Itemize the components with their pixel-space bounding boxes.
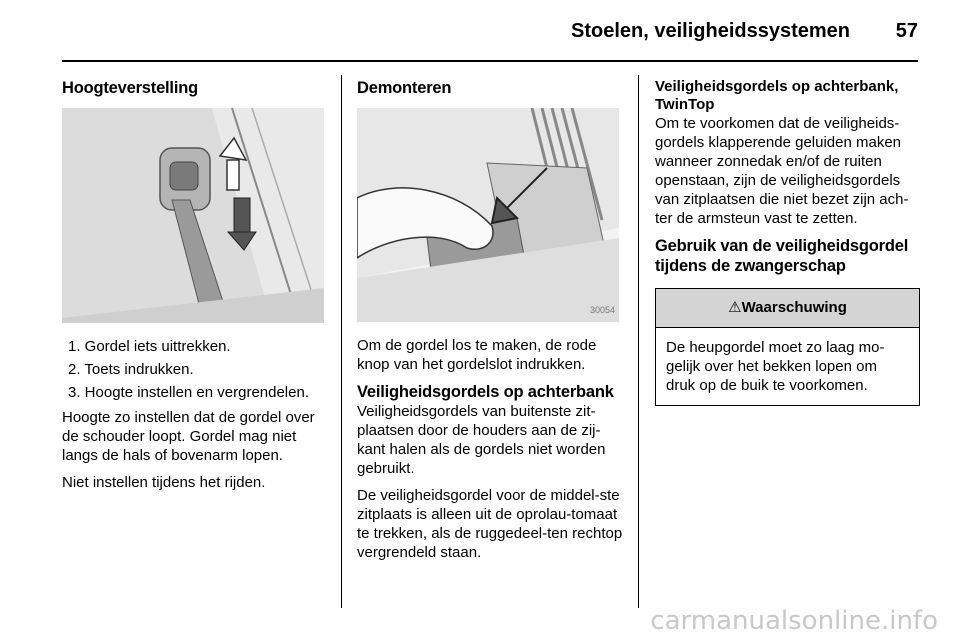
section-heading-rear-belts: Veiligheidsgordels op achterbank [357,383,614,401]
belt-buckle-illustration [357,108,619,322]
step-item: 3. Hoogte instellen en vergrendelen. [68,384,309,401]
column-right [655,78,920,406]
subheading-twintop: Veiligheidsgordels op achterbank, TwinTop [655,78,899,113]
section-heading-removal: Demonteren [357,79,452,97]
warning-box [655,288,920,406]
section-heading-pregnancy: Gebruik van de veiligheidsgordel tijdens de zwangerschap [655,237,909,275]
paragraph: Om te voorkomen dat de veiligheids-gordels klapperende geluiden maken wanneer zonnedak en/of de ruiten openstaan, zijn de veiligheidsgordels van zitplaatsen die niet bezet zijn ach-ter de armsteun vast te zetten. [655,115,909,227]
column-middle [357,78,623,570]
column-divider [638,75,639,608]
column-left [62,78,326,500]
warning-text: De heupgordel moet zo laag mo-gelijk over het bekken lopen om druk op de buik te voorkomen. [666,339,885,394]
paragraph: Om de gordel los te maken, de rode knop van het gordelslot indrukken. [357,337,597,373]
page-title: Stoelen, veiligheidssystemen [571,20,850,42]
section-heading-height-adjust: Hoogteverstelling [62,79,198,97]
column-divider [341,75,342,608]
step-list [62,337,326,402]
figure-number: 30054 [589,305,615,315]
warning-title: ⚠Waarschuwing [656,289,919,328]
page-number: 57 [895,20,918,42]
paragraph: Veiligheidsgordels van buitenste zit-plaatsen door de houders aan de zij-kant halen als de gordels niet worden gebruikt. [357,403,606,477]
paragraph: Hoogte zo instellen dat de gordel over de schouder loopt. Gordel mag niet langs de hals of bovenarm lopen. [62,409,315,464]
belt-height-adjuster-illustration [62,108,324,323]
paragraph: De veiligheidsgordel voor de middel-ste zitplaats is alleen uit de oprolau-tomaat te trekken, als de ruggedeel-ten rechtop vergrendeld staan. [357,487,623,561]
step-item: 2. Toets indrukken. [68,361,194,378]
header-rule [62,60,918,62]
watermark: carmanualsonline.info [650,606,938,636]
step-item: 1. Gordel iets uittrekken. [68,338,231,355]
paragraph: Niet instellen tijdens het rijden. [62,474,266,491]
